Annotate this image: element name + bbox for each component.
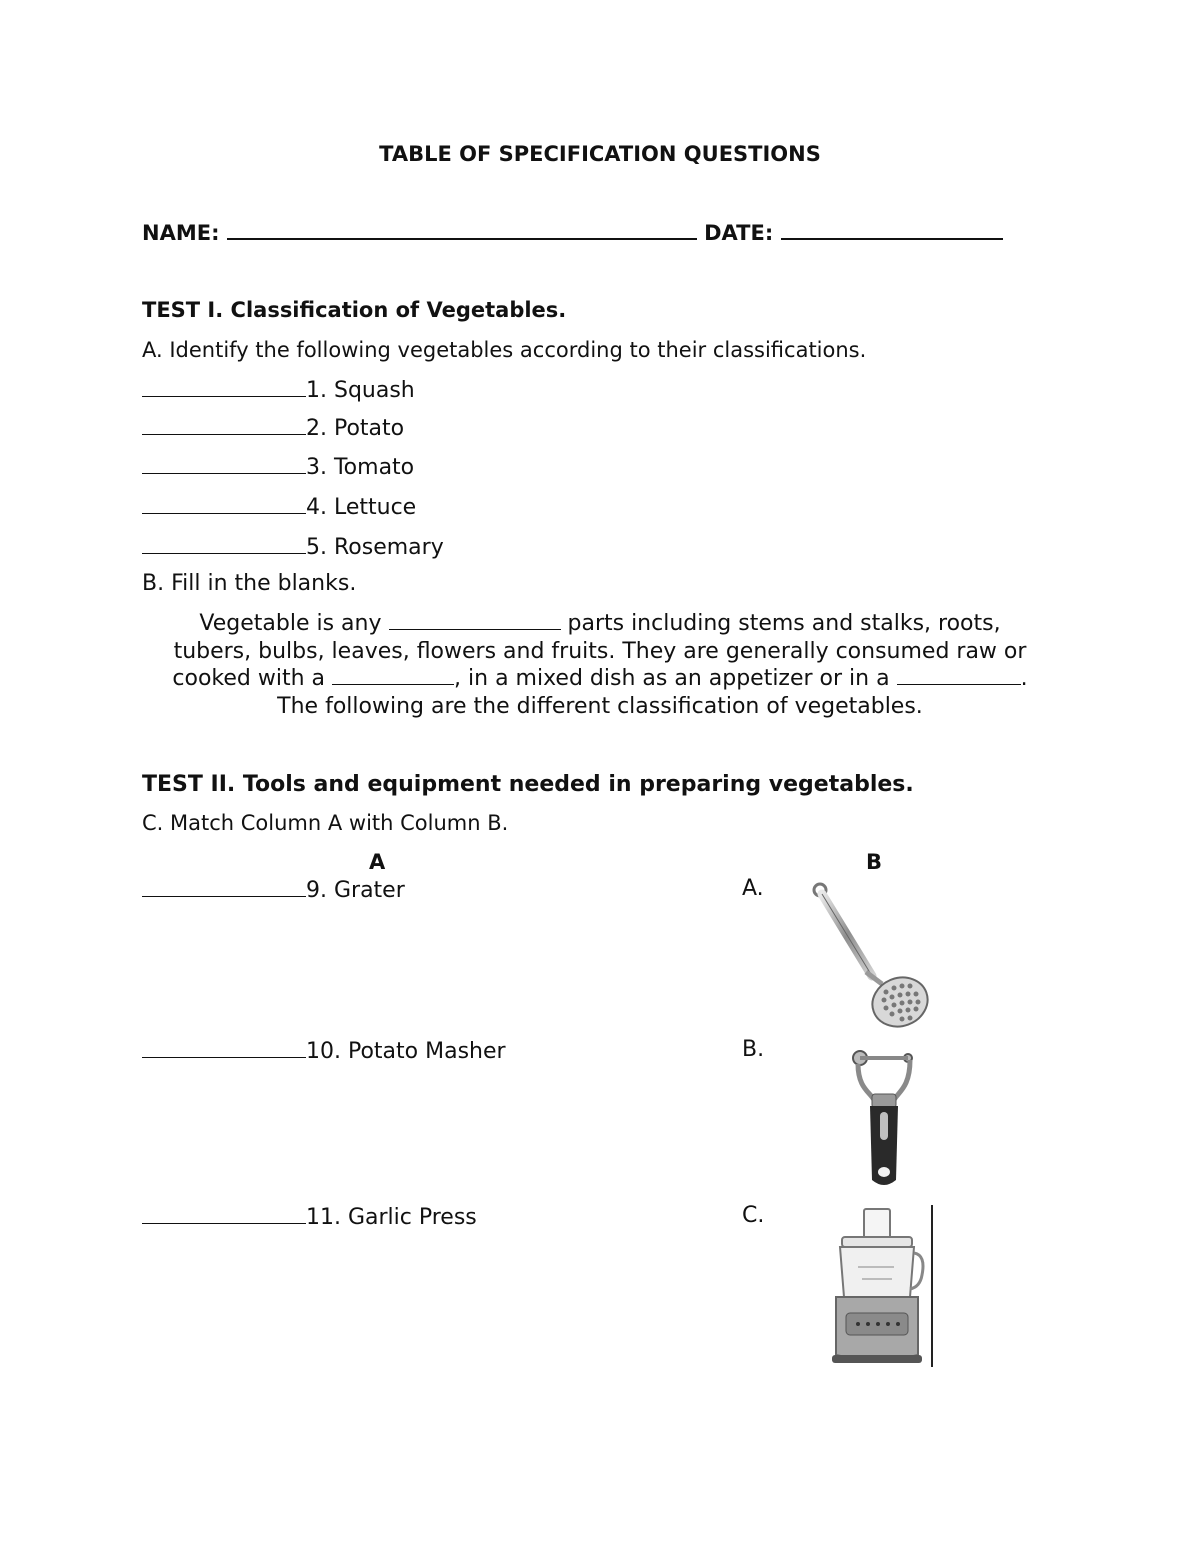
vegetable-peeler-icon	[848, 1048, 920, 1190]
fill-blank-2[interactable]	[332, 666, 454, 685]
para-text: .	[1020, 666, 1028, 691]
item-label: 2. Potato	[306, 416, 405, 441]
choice-letter-c: C.	[742, 1203, 765, 1228]
test1-partA-instruction: A. Identify the following vegetables according to their classifications.	[142, 338, 867, 362]
date-label: DATE:	[704, 221, 774, 245]
item-label: 3. Tomato	[306, 455, 415, 480]
match-blank-9[interactable]	[142, 876, 306, 897]
fill-in-paragraph	[130, 610, 1070, 720]
answer-blank-2[interactable]	[142, 414, 306, 435]
test2-heading: TEST II. Tools and equipment needed in preparing vegetables.	[142, 772, 914, 797]
list-item	[142, 414, 404, 441]
list-item	[142, 493, 416, 520]
fill-blank-3[interactable]	[897, 666, 1021, 685]
match-item	[142, 1037, 506, 1064]
choice-letter-b: B.	[742, 1037, 765, 1062]
answer-blank-4[interactable]	[142, 493, 306, 514]
answer-blank-5[interactable]	[142, 533, 306, 554]
column-b-header: B	[866, 850, 883, 874]
match-item	[142, 876, 405, 903]
answer-blank-1[interactable]	[142, 376, 306, 397]
list-item	[142, 453, 414, 480]
para-text: cooked with a	[172, 666, 326, 691]
para-text: tubers, bulbs, leaves, flowers and fruits. They are generally consumed raw or	[173, 638, 1027, 664]
para-text: , in a mixed dish as an appetizer or in a	[454, 666, 890, 691]
choice-letter-a: A.	[742, 876, 764, 901]
match-blank-11[interactable]	[142, 1203, 306, 1224]
para-text: parts including stems and stalks, roots,	[567, 611, 1001, 636]
potato-masher-icon	[806, 880, 936, 1032]
match-label: 9. Grater	[306, 878, 405, 903]
name-field[interactable]	[227, 220, 697, 240]
food-processor-icon	[822, 1203, 934, 1371]
para-text: The following are the different classification of vegetables.	[277, 693, 923, 719]
test1-heading: TEST I. Classification of Vegetables.	[142, 298, 567, 322]
match-label: 11. Garlic Press	[306, 1205, 477, 1230]
item-label: 1. Squash	[306, 378, 415, 403]
para-text: Vegetable is any	[199, 611, 382, 636]
item-label: 5. Rosemary	[306, 535, 444, 560]
test2-instruction: C. Match Column A with Column B.	[142, 811, 509, 835]
name-label: NAME:	[142, 221, 220, 245]
list-item	[142, 376, 415, 403]
match-item	[142, 1203, 477, 1230]
name-date-row	[142, 220, 1003, 245]
page-title: TABLE OF SPECIFICATION QUESTIONS	[379, 142, 821, 166]
date-field[interactable]	[781, 220, 1003, 240]
fill-blank-1[interactable]	[389, 611, 561, 630]
list-item	[142, 533, 444, 560]
test1-partB-instruction: B. Fill in the blanks.	[142, 571, 357, 596]
column-a-header: A	[369, 850, 386, 874]
item-label: 4. Lettuce	[306, 495, 417, 520]
match-label: 10. Potato Masher	[306, 1039, 506, 1064]
answer-blank-3[interactable]	[142, 453, 306, 474]
match-blank-10[interactable]	[142, 1037, 306, 1058]
